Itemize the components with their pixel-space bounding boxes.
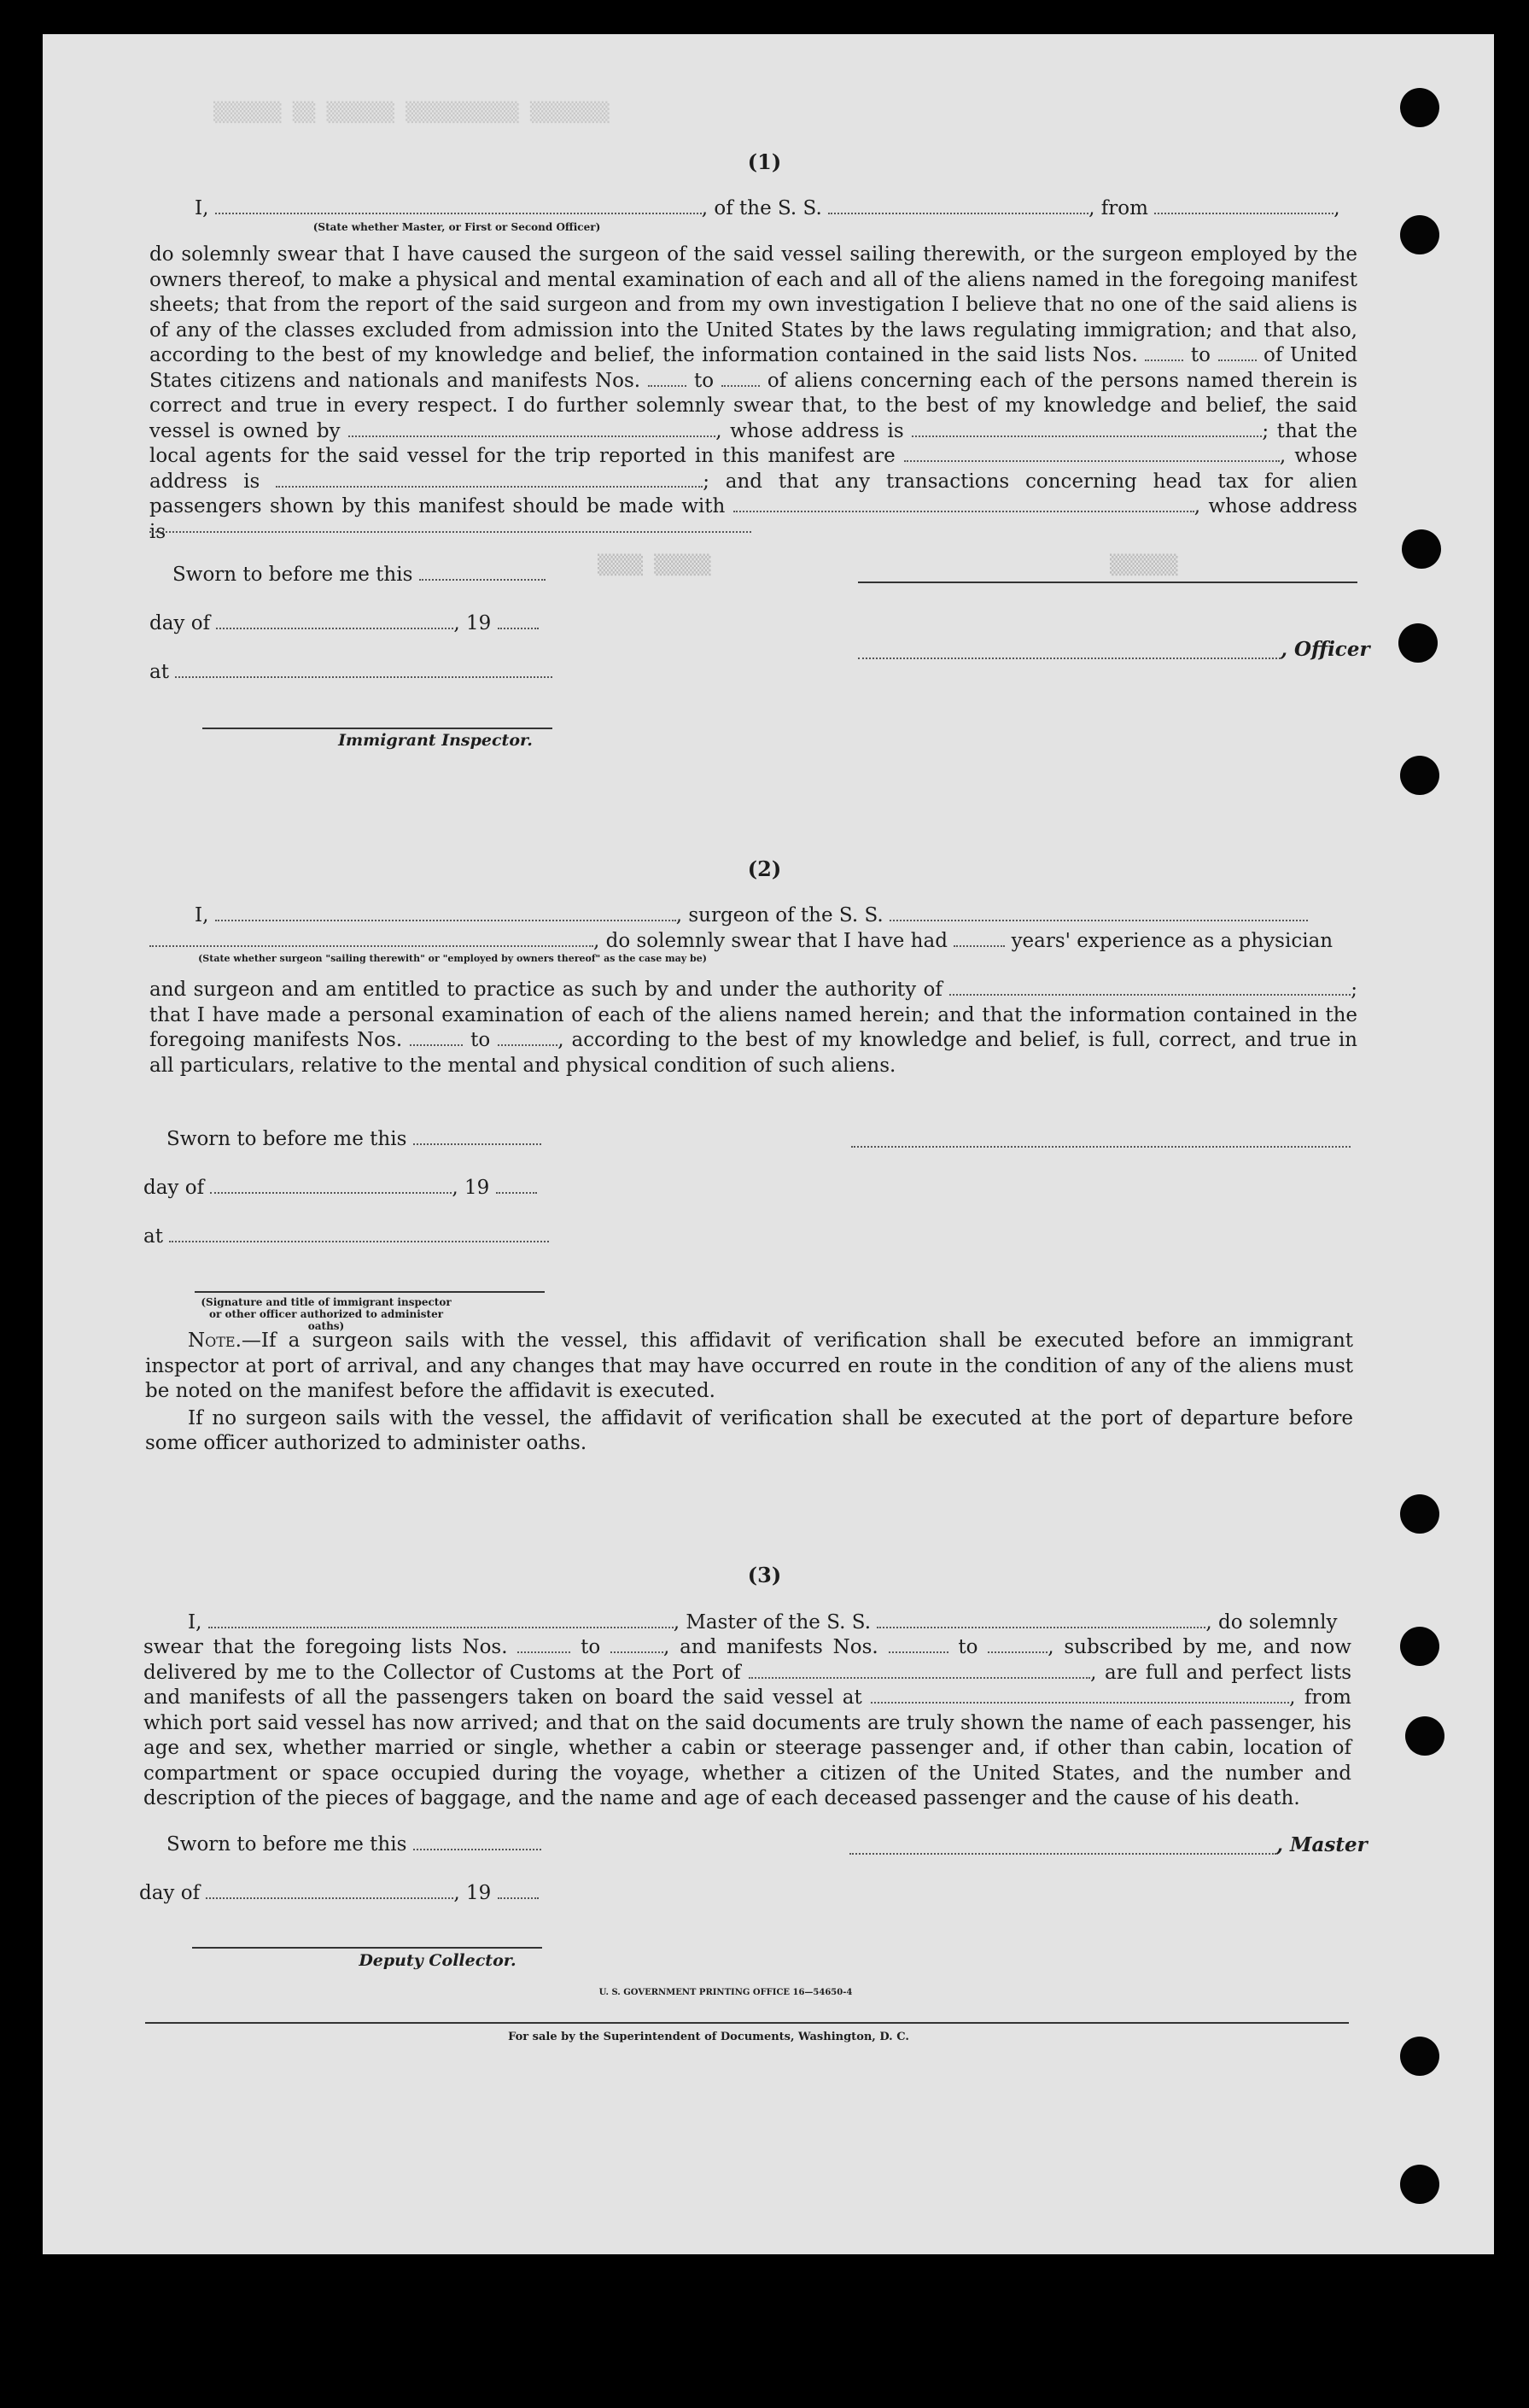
oath-text-b: of United States citizens and nationals and manifests Nos. [149, 344, 1358, 392]
binder-hole [1402, 529, 1441, 569]
binder-hole [1400, 1627, 1439, 1666]
section-2-oath-text [149, 978, 1357, 1078]
binder-hole [1398, 623, 1438, 663]
local-agents-field[interactable] [904, 460, 1280, 462]
authority-field[interactable] [949, 994, 1351, 996]
agents-address-field[interactable] [276, 486, 703, 488]
owner-address-field[interactable] [912, 435, 1262, 437]
at-line [143, 1225, 549, 1248]
section-3-heading: (3) [747, 1563, 782, 1587]
lists-to-field[interactable] [1218, 359, 1257, 361]
manifests-from-field[interactable] [410, 1044, 463, 1046]
oath-text-g: ; and that any transactions concerning head tax for alien passengers shown by this manifest should be made with [149, 470, 1358, 517]
lists-from-field[interactable] [1145, 359, 1183, 361]
oath-text-d: , are full and perfect lists and manifests of all the passengers taken on board the said vessel at [143, 1661, 1352, 1709]
place-field[interactable] [169, 1241, 549, 1242]
vessel-name-field[interactable] [890, 920, 1308, 921]
owner-field[interactable] [348, 435, 715, 437]
officer-caption: (State whether Master, or First or Second Officer) [312, 221, 601, 233]
month-field[interactable] [216, 628, 453, 629]
binder-hole [1400, 756, 1439, 795]
section-2-surgeon-line [195, 904, 1308, 926]
oath-text-e: ; that the local agents for the said vessel for the trip reported in this manifest are [149, 419, 1357, 467]
label-of-ss: , of the S. S. [701, 197, 822, 219]
year-field[interactable] [496, 1192, 537, 1194]
day-of-label: day of [149, 612, 211, 634]
master-label: , Master [1276, 1833, 1368, 1856]
bleed-through-text: ▒▒▒▒▒▒ ▒▒ ▒▒▒▒▒▒ ▒▒▒▒▒▒▒▒▒▒ ▒▒▒▒▒▒▒ [213, 102, 610, 124]
year-field[interactable] [498, 1897, 539, 1899]
note-text-2: If no surgeon sails with the vessel, the affidavit of verification shall be executed at the port of departure before some officer authorized to administer oaths. [145, 1406, 1353, 1454]
sworn-line [166, 1128, 541, 1150]
vessel-name-field[interactable] [828, 213, 1088, 214]
officer-signature-line[interactable] [851, 1146, 1351, 1148]
manifests-to-field[interactable] [988, 1651, 1048, 1653]
oath-text-e: , from which port said vessel has now arrived; and that on the said documents are truly shown the name of each passenger, his age and sex, whether married or single, whether a cabin or steerage passenger and, if other than cabin, location of compartment or space occupied during the voyage, whether a citizen of the United States, and the number and description of the pieces of baggage, and the name and age of each deceased passenger and the cause of his death. [143, 1686, 1351, 1809]
label-to: to [693, 369, 715, 392]
officer-title-field[interactable] [858, 658, 1281, 659]
sworn-label: Sworn to before me this [166, 1128, 407, 1150]
day-of-line [143, 1177, 537, 1199]
sworn-line [166, 1833, 541, 1856]
binder-hole [1400, 2165, 1439, 2204]
manifests-from-field[interactable] [889, 1651, 948, 1653]
master-name-field[interactable] [215, 213, 702, 214]
head-tax-address-field[interactable] [149, 531, 751, 533]
section-1-oath-text [149, 243, 1357, 545]
year-field[interactable] [498, 628, 539, 629]
binder-hole [1405, 1716, 1444, 1756]
label-surgeon-of-ss: , surgeon of the S. S. [675, 904, 884, 926]
label-do-solemnly: , do solemnly [1205, 1611, 1338, 1634]
officer-label: , Officer [1281, 638, 1370, 661]
vessel-name-field[interactable] [877, 1627, 1205, 1628]
bleed-through-text: ▒▒▒▒ ▒▒▒▒▒ [598, 555, 711, 576]
label-from: , from [1088, 197, 1148, 219]
sworn-label: Sworn to before me this [166, 1833, 407, 1856]
printing-office-line: U. S. GOVERNMENT PRINTING OFFICE 16—54650-4 [598, 1988, 853, 1997]
section-1-master-line [195, 197, 1340, 219]
oath-text-d: , whose address is [715, 419, 904, 442]
footer-rule [145, 2022, 1349, 2024]
label-solemnly-swear: , do solemnly swear that I have had [593, 930, 948, 952]
years-field[interactable] [954, 945, 1005, 947]
label-i: I, [195, 904, 209, 926]
surgeon-status-field[interactable] [149, 945, 593, 947]
sworn-day-field[interactable] [413, 1143, 541, 1145]
collector-signature-line[interactable] [192, 1947, 542, 1949]
note-label: Note. [188, 1330, 242, 1352]
oath-text-c: of aliens concerning each of the persons named therein is correct and true in every respect. I do further solemnly swear that, to the best of my knowledge and belief, the said vessel is owned by [149, 369, 1357, 442]
month-field[interactable] [206, 1897, 453, 1899]
manifests-to-field[interactable] [498, 1044, 557, 1046]
sworn-label: Sworn to before me this [172, 564, 413, 586]
label-to: to [581, 1636, 601, 1658]
master-signature-line[interactable] [849, 1853, 1276, 1855]
sworn-line [172, 564, 546, 586]
oath-text-a: and surgeon and am entitled to practice as such by and under the authority of [149, 979, 942, 1001]
oath-text-a: do solemnly swear that I have caused the surgeon of the said vessel sailing therewith, or the surgeon employed by the owners thereof, to make a physical and mental examination of each and all of the aliens named in the foregoing manifest sheets; that from the report of the said surgeon and from my own investigation I believe that no one of the said aliens is of any of the classes excluded from admission into the United States by the laws regulating immigration; and that also, according to the best of my knowledge and belief, the information contained in the said lists Nos. [149, 243, 1357, 366]
note-text-1: —If a surgeon sails with the vessel, this affidavit of verification shall be executed before an immigrant inspector at port of arrival, and any changes that may have occurred en route in the condition of any of the aliens must be noted on the manifest before the affidavit is executed. [145, 1330, 1353, 1402]
binder-hole [1400, 2037, 1439, 2076]
label-i: I, [188, 1611, 202, 1634]
surgeon-caption: (State whether surgeon "sailing therewith" or "employed by owners thereof" as the case may be) [198, 953, 707, 964]
bleed-through-text: ▒▒▒▒▒▒ [1110, 555, 1178, 576]
binder-hole [1400, 215, 1439, 254]
oath-text-c: , according to the best of my knowledge and belief, is full, correct, and true in all particulars, relative to the mental and physical condition of such aliens. [149, 1029, 1357, 1077]
oath-text-c: , subscribed by me, and now delivered by me to the Collector of Customs at the Port of [143, 1636, 1351, 1684]
inspector-signature-line[interactable] [195, 1291, 545, 1293]
comma: , [1333, 197, 1340, 219]
label-to: to [470, 1029, 491, 1051]
label-master-of-ss: , Master of the S. S. [673, 1611, 872, 1634]
day-of-line [149, 612, 539, 634]
lists-to-field[interactable] [610, 1651, 663, 1653]
deputy-collector-caption: Deputy Collector. [359, 1951, 516, 1970]
at-line [149, 661, 552, 683]
signature-title-caption: (Signature and title of immigrant inspector or other officer authorized to administer oaths) [201, 1296, 452, 1332]
section-2-experience-line [149, 930, 1333, 952]
sworn-day-field[interactable] [413, 1849, 541, 1850]
surgeon-name-field[interactable] [215, 920, 676, 921]
year-label: , 19 [452, 1177, 490, 1199]
oath-text-b: , and manifests Nos. [663, 1636, 878, 1658]
day-of-label: day of [143, 1177, 205, 1199]
label-i: I, [195, 197, 209, 219]
year-label: , 19 [453, 612, 492, 634]
month-field[interactable] [210, 1192, 452, 1194]
day-of-line [139, 1882, 539, 1904]
embarkation-port-field[interactable] [871, 1702, 1289, 1704]
label-to: to [958, 1636, 978, 1658]
manifests-to-field[interactable] [721, 385, 760, 387]
oath-text-b: ; that I have made a personal examination of each of the aliens named herein; and that the information contained in the foregoing manifests Nos. [149, 979, 1357, 1051]
oath-text-f: , whose address is [149, 445, 1358, 493]
note-block [145, 1329, 1353, 1457]
departure-port-field[interactable] [1154, 213, 1333, 214]
oath-text-a: swear that the foregoing lists Nos. [143, 1636, 508, 1658]
section-1-heading: (1) [747, 149, 782, 174]
at-label: at [143, 1225, 163, 1248]
head-tax-party-field[interactable] [733, 511, 1194, 512]
officer-signature-line[interactable] [858, 582, 1357, 583]
binder-hole [1400, 88, 1439, 127]
port-field[interactable] [749, 1677, 1090, 1679]
section-3-oath-text [143, 1635, 1351, 1812]
for-sale-line: For sale by the Superintendent of Documents, Washington, D. C. [508, 2031, 909, 2043]
master-name-field[interactable] [208, 1627, 674, 1628]
manifests-from-field[interactable] [648, 385, 686, 387]
sworn-day-field[interactable] [419, 579, 546, 581]
year-label: , 19 [453, 1882, 492, 1904]
section-2-heading: (2) [747, 856, 782, 881]
label-years-experience: years' experience as a physician [1011, 930, 1333, 952]
lists-from-field[interactable] [517, 1651, 570, 1653]
immigrant-inspector-caption: Immigrant Inspector. [338, 731, 533, 750]
inspector-signature-line[interactable] [202, 728, 552, 729]
oath-text-h: , whose address is [149, 495, 1357, 543]
binder-hole [1400, 1494, 1439, 1534]
label-to: to [1190, 344, 1211, 366]
at-label: at [149, 661, 169, 683]
place-field[interactable] [175, 676, 552, 678]
day-of-label: day of [139, 1882, 201, 1904]
section-3-master-line [188, 1611, 1337, 1634]
